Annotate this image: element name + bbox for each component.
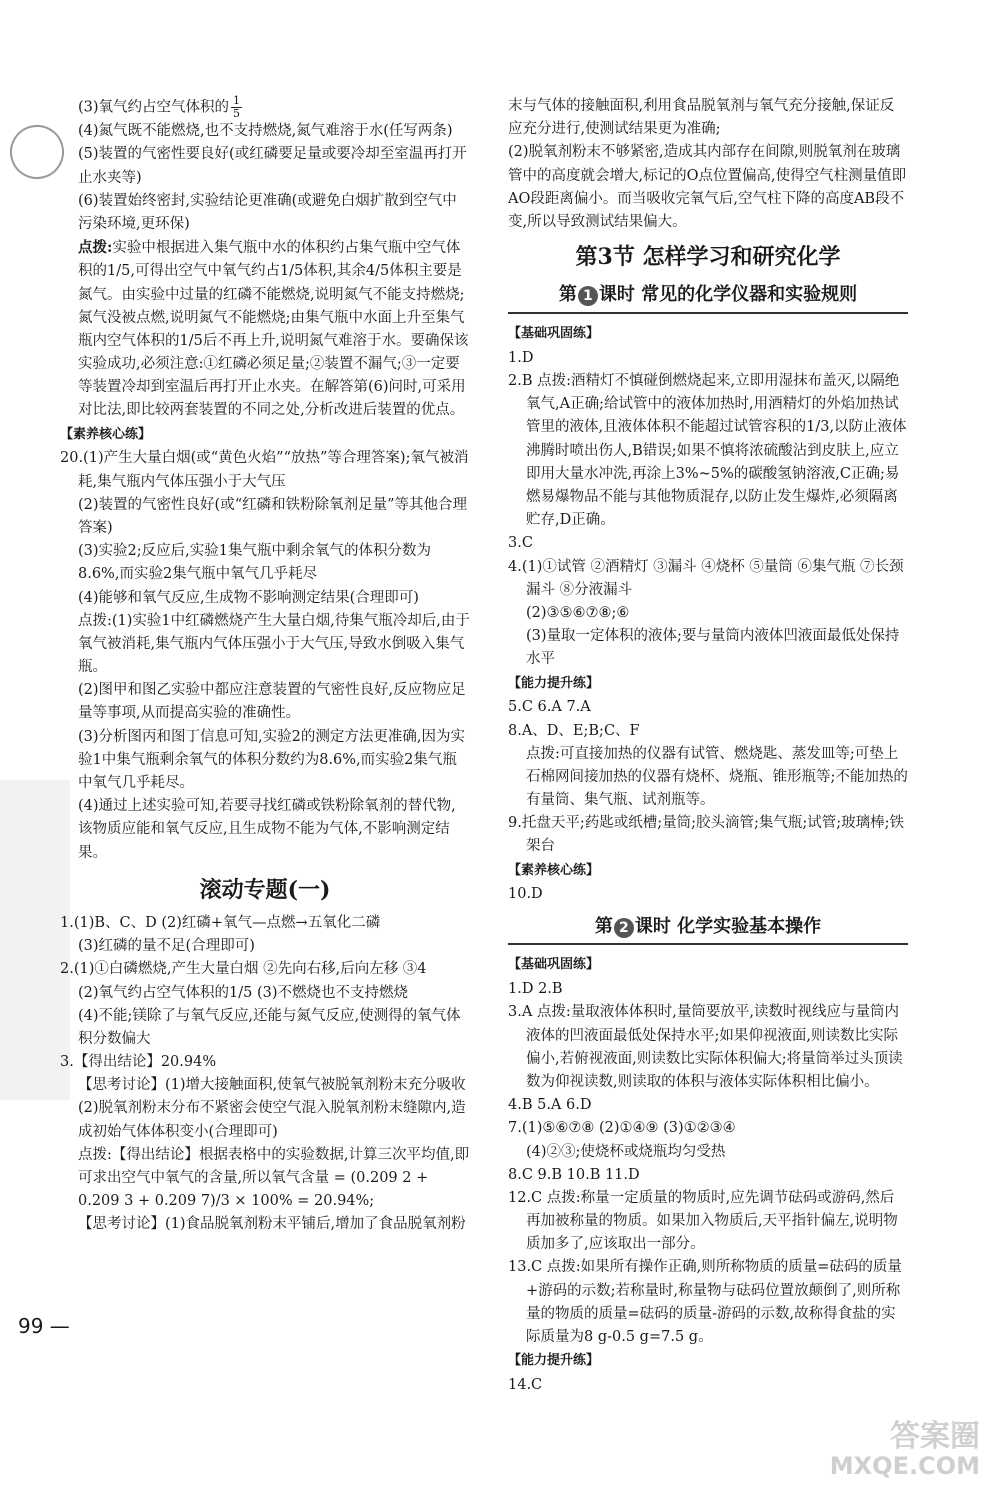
lesson-title: 第 2 课时 化学实验基本操作	[508, 913, 908, 946]
answer-line: 8.A、D、E;B;C、F	[508, 722, 640, 739]
answer-line: (4)不能;镁除了与氧气反应,还能与氮气反应,使测得的氧气体积分数偏大	[78, 1007, 461, 1047]
watermark	[830, 1420, 980, 1479]
answer-line: (4)氮气既不能燃烧,也不支持燃烧,氮气难溶于水(任写两条)	[78, 123, 453, 140]
answer-line: 5.C 6.A 7.A	[508, 699, 591, 716]
answer-line: 3.C	[508, 535, 533, 552]
answer-line: (3)红磷的量不足(合理即可)	[78, 938, 255, 955]
answer-line: (2)装置的气密性良好(或“红磷和铁粉除氧剂足量”等其他合理答案)	[78, 496, 468, 536]
answer-line: 10.D	[508, 886, 543, 903]
section-tag: 【素养核心练】	[508, 862, 600, 878]
answer-line: (6)装置始终密封,实验结论更准确(或避免白烟扩散到空气中污染环境,更环保)	[78, 192, 457, 232]
answer-line: (3)氧气约占空气体积的 $\frac{1}{5}$	[78, 94, 241, 121]
answer-line: (3)实验2;反应后,实验1集气瓶中剩余氧气的体积分数为8.6%,而实验2集气瓶中氧气几乎耗尽	[78, 543, 431, 583]
topic-title: 滚动专题(一)	[199, 876, 331, 903]
section-tag: 【基础巩固练】	[508, 957, 600, 973]
lesson-number-badge: 2	[614, 918, 634, 938]
answer-line: (2)氧气约占空气体积的1/5 (3)不燃烧也不支持燃烧	[78, 984, 409, 1001]
lesson-number-badge: 1	[578, 286, 598, 306]
section-tag: 【基础巩固练】	[508, 326, 600, 342]
answer-line: 13.C 点拨:如果所有操作正确,则所称物质的质量=砝码的质量+游码的示数;若称量时,称量物与砝码位置放颠倒了,则所称量的物质的质量=砝码的质量-游码的示数,故称得食盐的实际质量为8 g-0.5 g=7.5 g。	[508, 1259, 902, 1346]
answer-line: 12.C 点拨:称量一定质量的物质时,应先调节砝码或游码,然后再加被称量的物质。如果加入物质后,天平指针偏左,说明物质加多了,应该取出一部分。	[508, 1189, 898, 1253]
answer-line: 2.B 点拨:酒精灯不慎碰倒燃烧起来,立即用湿抹布盖灭,以隔绝氧气,A正确;给试管中的液体加热时,用酒精灯的外焰加热试管里的液体,且液体体积不能超过试管容积的1/3,以防止液体沸腾时喷出伤人,B错误;如果不慎将浓硫酸沾到皮肤上,应立即用大量水冲洗,再涂上3%~5%的碳酸氢钠溶液,C正确;易燃易爆物品不能与其他物质混存,以防止发生爆炸,必须隔离贮存,D正确。	[508, 373, 907, 529]
answer-line: (2)脱氧剂粉末不够紧密,造成其内部存在间隙,则脱氧剂在玻璃管中的高度就会增大,标记的O点位置偏高,使得空气柱测量值即AO段距离偏小。而当吸收完氧气后,空气柱下降的高度AB段不变,所以导致测试结果偏大。	[508, 144, 907, 230]
fraction: $\frac{1}{5}$	[233, 94, 241, 121]
answer-line: (2)脱氧剂粉末分布不紧密会使空气混入脱氧剂粉末缝隙内,造成初始气体体积变小(合理即可)	[78, 1100, 466, 1140]
page-number: 99 —	[18, 1314, 70, 1338]
answer-line: 7.(1)⑤⑥⑦⑧ (2)①④⑨ (3)①②③④	[508, 1120, 736, 1137]
left-column	[60, 95, 470, 1237]
answer-line: (5)装置的气密性要良好(或红磷要足量或要冷却至室温再打开止水夹等)	[78, 146, 467, 186]
answer-line: 1.D 2.B	[508, 981, 563, 998]
answer-line: 4.B 5.A 6.D	[508, 1097, 592, 1114]
hint-paragraph: (4)通过上述实验可知,若要寻找红磷或铁粉除氧剂的替代物,该物质应能和氧气反应,且生成物不能为气体,不影响测定结果。	[78, 798, 456, 861]
answer-line: (4)②③;使烧杯或烧瓶均匀受热	[526, 1143, 726, 1160]
answer-line: 3.【得出结论】20.94%	[60, 1054, 217, 1071]
watermark-site: MXQE.COM	[829, 1451, 980, 1480]
section-tag: 【能力提升练】	[508, 1353, 600, 1369]
answer-line: 1.(1)B、C、D (2)红磷+氧气—点燃→五氧化二磷	[60, 914, 381, 931]
answer-line: 【思考讨论】(1)增大接触面积,使氧气被脱氧剂粉末充分吸收	[78, 1077, 466, 1094]
right-column	[508, 95, 908, 1397]
answer-line: 【思考讨论】(1)食品脱氧剂粉末平铺后,增加了食品脱氧剂粉	[78, 1216, 466, 1233]
answer-line: 末与气体的接触面积,利用食品脱氧剂与氧气充分接触,保证反应充分进行,使测试结果更为准确;	[508, 98, 895, 138]
answer-line: 8.C 9.B 10.B 11.D	[508, 1166, 640, 1183]
hint-paragraph: (2)图甲和图乙实验中都应注意装置的气密性良好,反应物应足量等事项,从而提高实验的准确性。	[78, 682, 466, 722]
answer-line: 14.C	[508, 1377, 543, 1394]
lesson-title: 第 1 课时 常见的化学仪器和实验规则	[508, 281, 908, 314]
hint-paragraph: 点拨:实验中根据进入集气瓶中水的体积约占集气瓶中空气体积的1/5,可得出空气中氧气约占1/5体积,其余4/5体积主要是氮气。由实验中过量的红磷不能燃烧,说明氮气不能支持燃烧;氮气没被点燃,说明氮气不能燃烧;由集气瓶中水面上升至集气瓶内空气体积的1/5后不再上升,说明氮气难溶于水。要确保该实验成功,必须注意:①红磷必须足量;②装置不漏气;③一定要等装置冷却到室温后再打开止水夹。在解答第(6)问时,可采用对比法,即比较两套装置的不同之处,分析改进后装置的优点。	[78, 239, 469, 419]
hint-paragraph: 点拨:可直接加热的仪器有试管、燃烧匙、蒸发皿等;可垫上石棉网间接加热的仪器有烧杯、烧瓶、锥形瓶等;不能加热的有量筒、集气瓶、试剂瓶等。	[526, 745, 908, 809]
watermark-logo: 答案圈	[890, 1418, 980, 1454]
answer-line: 4.(1)①试管 ②酒精灯 ③漏斗 ④烧杯 ⑤量筒 ⑥集气瓶 ⑦长颈漏斗 ⑧分液漏斗	[508, 558, 904, 598]
answer-line: 3.A 点拨:量取液体体积时,量筒要放平,读数时视线应与量筒内液体的凹液面最低处保持水平;如果仰视液面,则读数比实际偏小,若俯视液面,则读数比实际体积偏大;将量筒举过头顶读数为仰视读数,则读取的体积与液体实际体积相比偏小。	[508, 1004, 903, 1090]
hint-paragraph: 点拨:(1)实验1中红磷燃烧产生大量白烟,待集气瓶冷却后,由于氧气被消耗,集气瓶内气体压强小于大气压,导致水倒吸入集气瓶。	[78, 612, 470, 676]
hint-paragraph: 点拨:【得出结论】根据表格中的实验数据,计算三次平均值,即可求出空气中氧气的含量,所以氧气含量 = (0.209 2 + 0.209 3 + 0.209 7)/3 × 100% = 20.94%;	[78, 1146, 470, 1210]
answer-line: 9.托盘天平;药匙或纸槽;量筒;胶头滴管;集气瓶;试管;玻璃棒;铁架台	[508, 815, 905, 855]
answer-line: (3)量取一定体积的液体;要与量筒内液体凹液面最低处保持水平	[526, 628, 900, 668]
hint-paragraph: (3)分析图丙和图丁信息可知,实验2的测定方法更准确,因为实验1中集气瓶剩余氧气的体积分数约为8.6%,而实验2集气瓶中氧气几乎耗尽。	[78, 728, 465, 792]
section-tag: 【能力提升练】	[508, 675, 600, 691]
answer-line: (2)③⑤⑥⑦⑧;⑥	[526, 604, 630, 621]
answer-line: 1.D	[508, 349, 534, 366]
answer-line: 2.(1)①白磷燃烧,产生大量白烟 ②先向右移,后向左移 ③4	[60, 961, 427, 978]
answer-line: (4)能够和氧气反应,生成物不影响测定结果(合理即可)	[78, 589, 419, 606]
section-tag: 【素养核心练】	[60, 426, 152, 442]
answer-line: 20.(1)产生大量白烟(或“黄色火焰”“放热”等合理答案);氧气被消耗,集气瓶内气体压强小于大气压	[60, 450, 469, 490]
section-title: 第3节 怎样学习和研究化学	[575, 244, 841, 271]
